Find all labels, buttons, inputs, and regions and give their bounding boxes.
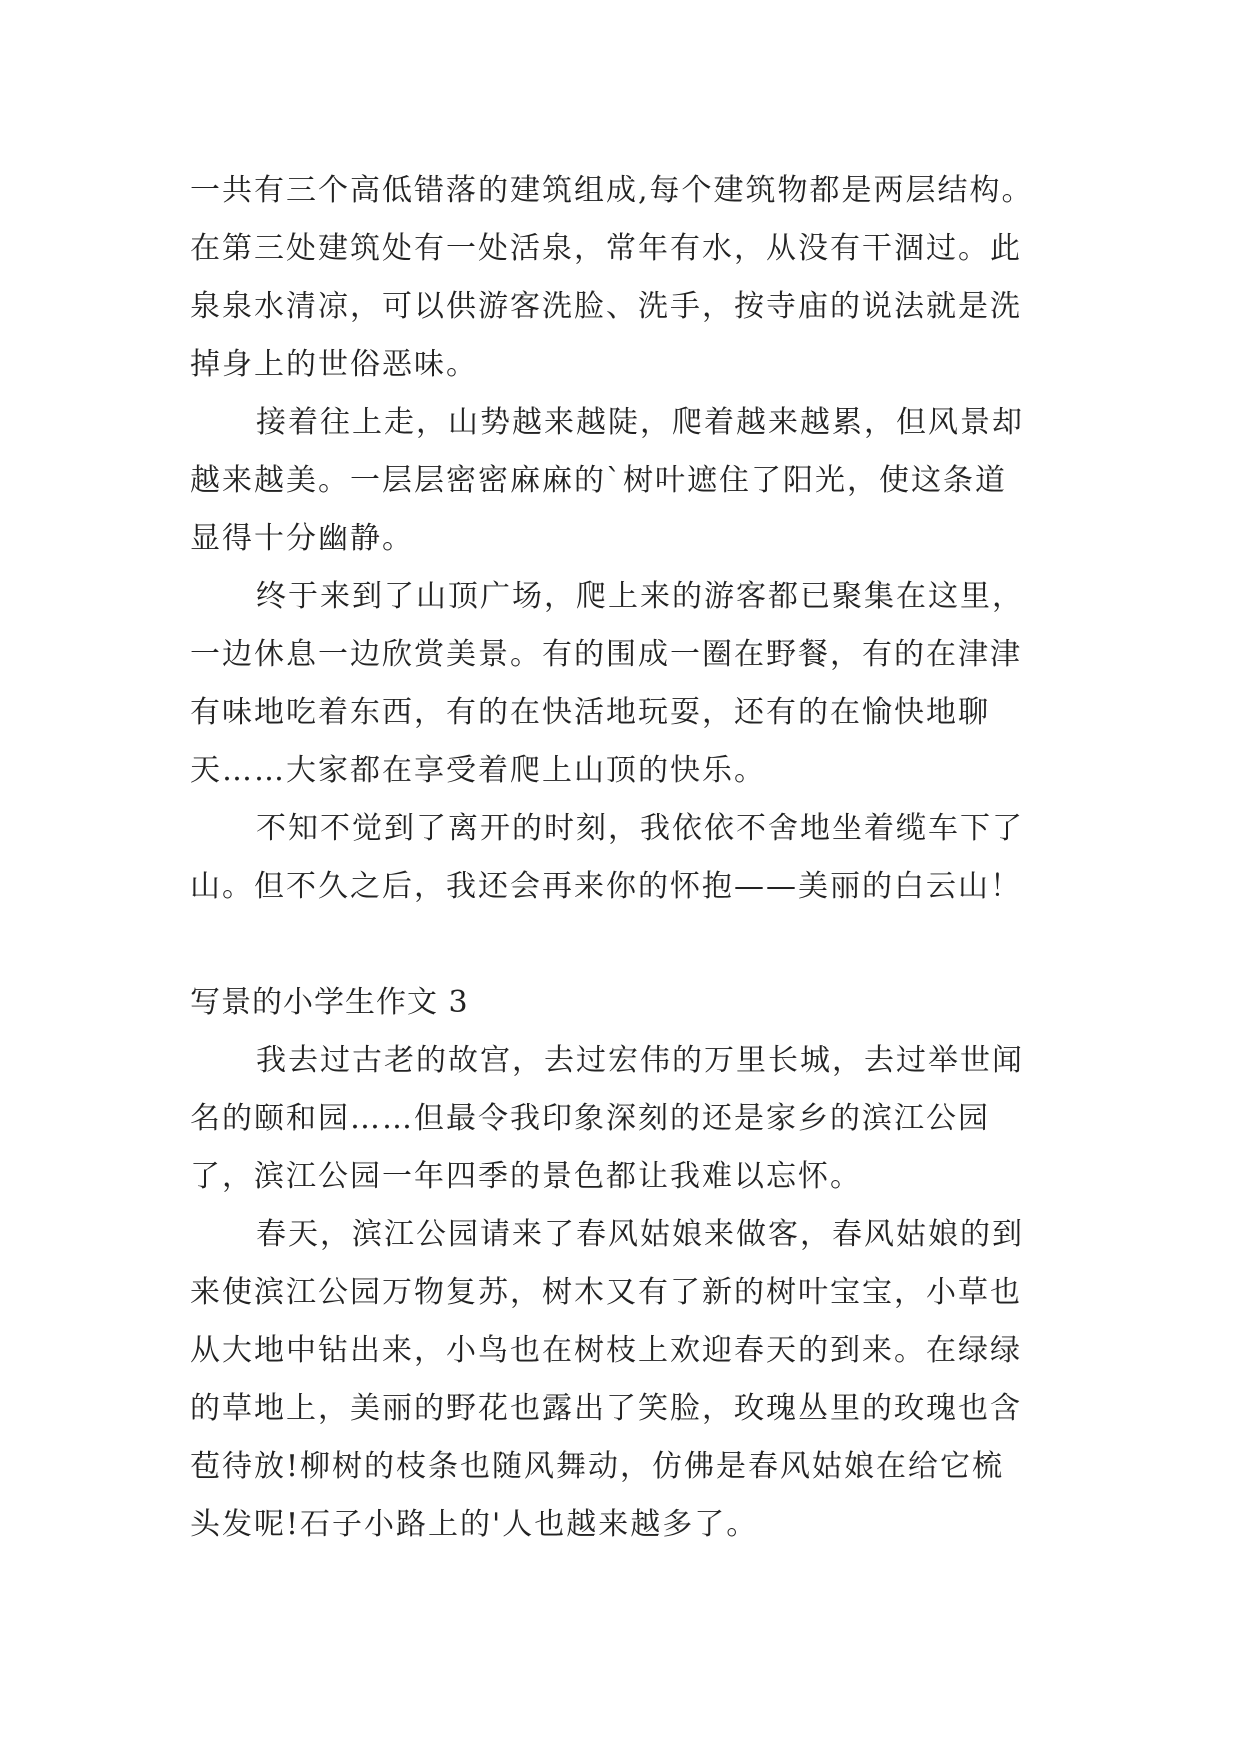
text-line: 来使滨江公园万物复苏，树木又有了新的树叶宝宝，小草也 bbox=[190, 1275, 1022, 1310]
paragraph-intro-park bbox=[190, 1032, 1090, 1206]
text-line: 天……大家都在享受着爬上山顶的快乐。 bbox=[190, 753, 766, 788]
text-line: 了，滨江公园一年四季的景色都让我难以忘怀。 bbox=[190, 1159, 862, 1194]
paragraph-summit-square bbox=[190, 568, 1090, 800]
text-line: 从大地中钻出来，小鸟也在树枝上欢迎春天的到来。在绿绿 bbox=[190, 1333, 1022, 1368]
text-line: 终于来到了山顶广场，爬上来的游客都已聚集在这里， bbox=[256, 579, 1024, 614]
text-line: 在第三处建筑处有一处活泉，常年有水，从没有干涸过。此 bbox=[190, 231, 1022, 266]
text-line: 山。但不久之后，我还会再来你的怀抱——美丽的白云山！ bbox=[190, 869, 1022, 904]
paragraph-building-description bbox=[190, 162, 1090, 394]
text-line: 不知不觉到了离开的时刻，我依依不舍地坐着缆车下了 bbox=[256, 811, 1024, 846]
paragraph-climbing-up bbox=[190, 394, 1090, 568]
text-line: 显得十分幽静。 bbox=[190, 521, 414, 556]
essay-heading: 写景的小学生作文 3 bbox=[190, 985, 469, 1020]
text-line: 一边休息一边欣赏美景。有的围成一圈在野餐，有的在津津 bbox=[190, 637, 1022, 672]
document-body bbox=[190, 162, 1090, 1554]
text-line: 掉身上的世俗恶味。 bbox=[190, 347, 478, 382]
text-line: 泉泉水清凉，可以供游客洗脸、洗手，按寺庙的说法就是洗 bbox=[190, 289, 1022, 324]
paragraph-spring bbox=[190, 1206, 1090, 1554]
blank-line bbox=[190, 916, 1090, 974]
text-line: 越来越美。一层层密密麻麻的`树叶遮住了阳光，使这条道 bbox=[190, 463, 1007, 498]
text-line: 春天，滨江公园请来了春风姑娘来做客，春风姑娘的到 bbox=[256, 1217, 1024, 1252]
paragraph-leaving bbox=[190, 800, 1090, 916]
text-line: 我去过古老的故宫，去过宏伟的万里长城，去过举世闻 bbox=[256, 1043, 1024, 1078]
text-line: 名的颐和园……但最令我印象深刻的还是家乡的滨江公园 bbox=[190, 1101, 990, 1136]
text-line: 苞待放!柳树的枝条也随风舞动，仿佛是春风姑娘在给它梳 bbox=[190, 1449, 1005, 1484]
text-line: 一共有三个高低错落的建筑组成,每个建筑物都是两层结构。 bbox=[190, 173, 1034, 208]
text-line: 头发呢!石子小路上的'人也越来越多了。 bbox=[190, 1507, 759, 1542]
text-line: 的草地上，美丽的野花也露出了笑脸，玫瑰丛里的玫瑰也含 bbox=[190, 1391, 1022, 1426]
text-line: 接着往上走，山势越来越陡，爬着越来越累，但风景却 bbox=[256, 405, 1024, 440]
text-line: 有味地吃着东西，有的在快活地玩耍，还有的在愉快地聊 bbox=[190, 695, 990, 730]
